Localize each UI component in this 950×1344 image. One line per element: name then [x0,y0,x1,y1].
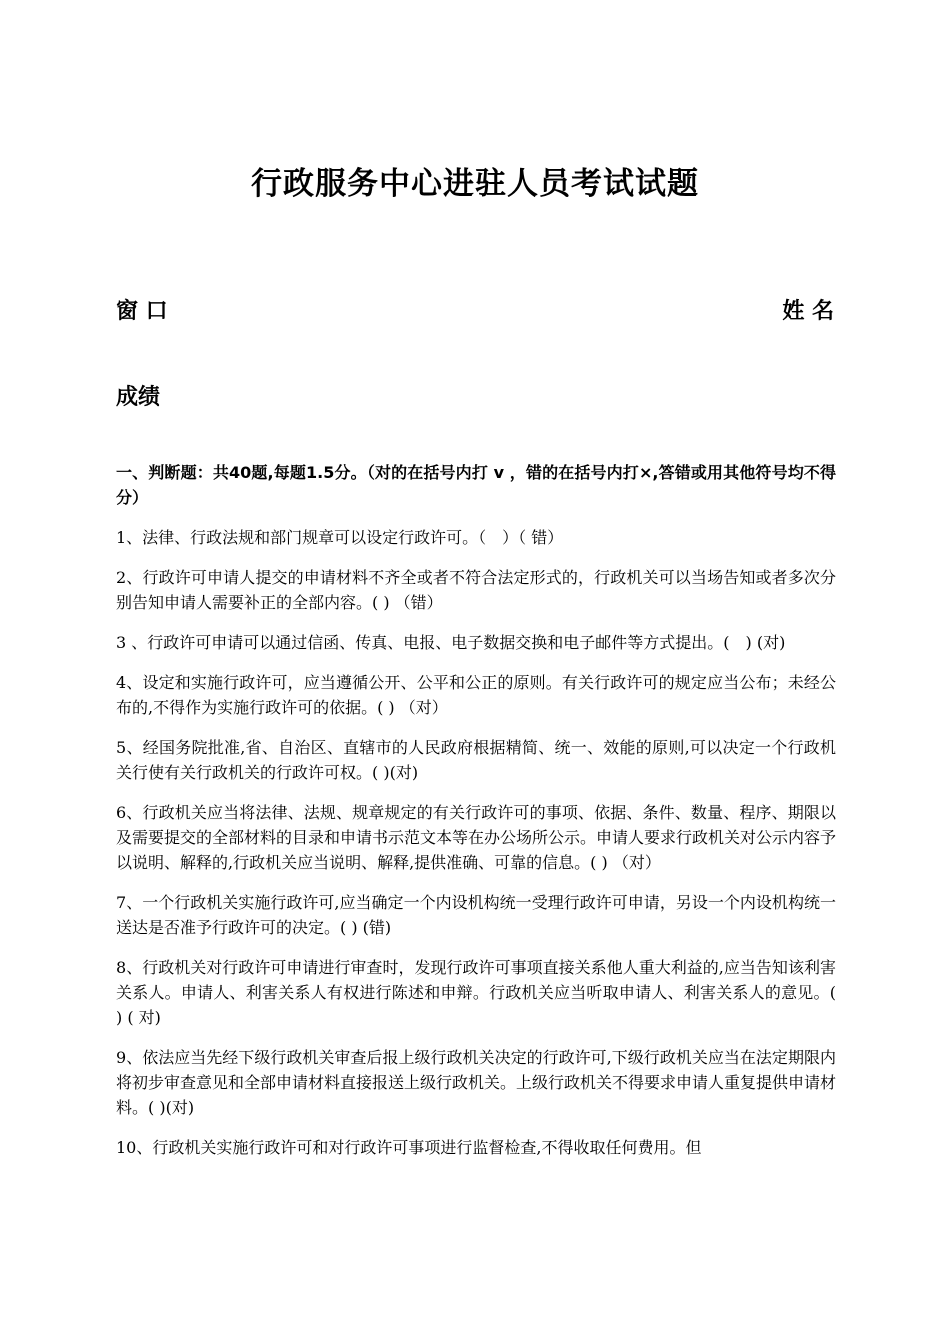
header-fields [116,294,834,325]
section-heading: 一、判断题：共40题,每题1.5分。（对的在括号内打 v ，错的在括号内打×,答错或用其他符号均不得分） [116,463,836,507]
question-6: 6、行政机关应当将法律、法规、规章规定的有关行政许可的事项、依据、条件、数量、程序、期限以及需要提交的全部材料的目录和申请书示范文本等在办公场所公示。申请人要求行政机关对公示内容予以说明、解释的,行政机关应当说明、解释,提供准确、可靠的信息。( ) （对） [116,803,837,872]
question-1: 1、法律、行政法规和部门规章可以设定行政许可。（ ）（ 错） [116,528,564,547]
score-label: 成绩 [116,385,161,410]
question-7: 7、一个行政机关实施行政许可,应当确定一个内设机构统一受理行政许可申请，另设一个内设机构统一送达是否准予行政许可的决定。( ) (错) [116,893,836,937]
question-10: 10、行政机关实施行政许可和对行政许可事项进行监督检查,不得收取任何费用。但 [116,1138,702,1157]
question-8: 8、行政机关对行政许可申请进行审查时，发现行政许可事项直接关系他人重大利益的,应当告知该利害关系人。申请人、利害关系人有权进行陈述和申辩。行政机关应当听取申请人、利害关系人的意见。( ) ( 对) [116,958,836,1027]
exam-content [116,460,836,1175]
question-2: 2、行政许可申请人提交的申请材料不齐全或者不符合法定形式的，行政机关可以当场告知或者多次分别告知申请人需要补正的全部内容。( ) （错） [116,568,836,612]
page-title: 行政服务中心进驻人员考试试题 [251,166,699,202]
window-label: 窗 口 [116,299,168,324]
name-label: 姓 名 [782,299,834,324]
question-9: 9、依法应当先经下级行政机关审查后报上级行政机关决定的行政许可,下级行政机关应当在法定期限内将初步审查意见和全部申请材料直接报送上级行政机关。上级行政机关不得要求申请人重复提供申请材料。( )(对) [116,1048,837,1117]
question-3: 3 、行政许可申请可以通过信函、传真、电报、电子数据交换和电子邮件等方式提出。( ) (对) [116,633,786,652]
question-4: 4、设定和实施行政许可，应当遵循公开、公平和公正的原则。有关行政许可的规定应当公布；未经公布的,不得作为实施行政许可的依据。( ) （对） [116,673,836,717]
question-5: 5、经国务院批准,省、自治区、直辖市的人民政府根据精简、统一、效能的原则,可以决定一个行政机关行使有关行政机关的行政许可权。( )(对) [116,738,836,782]
